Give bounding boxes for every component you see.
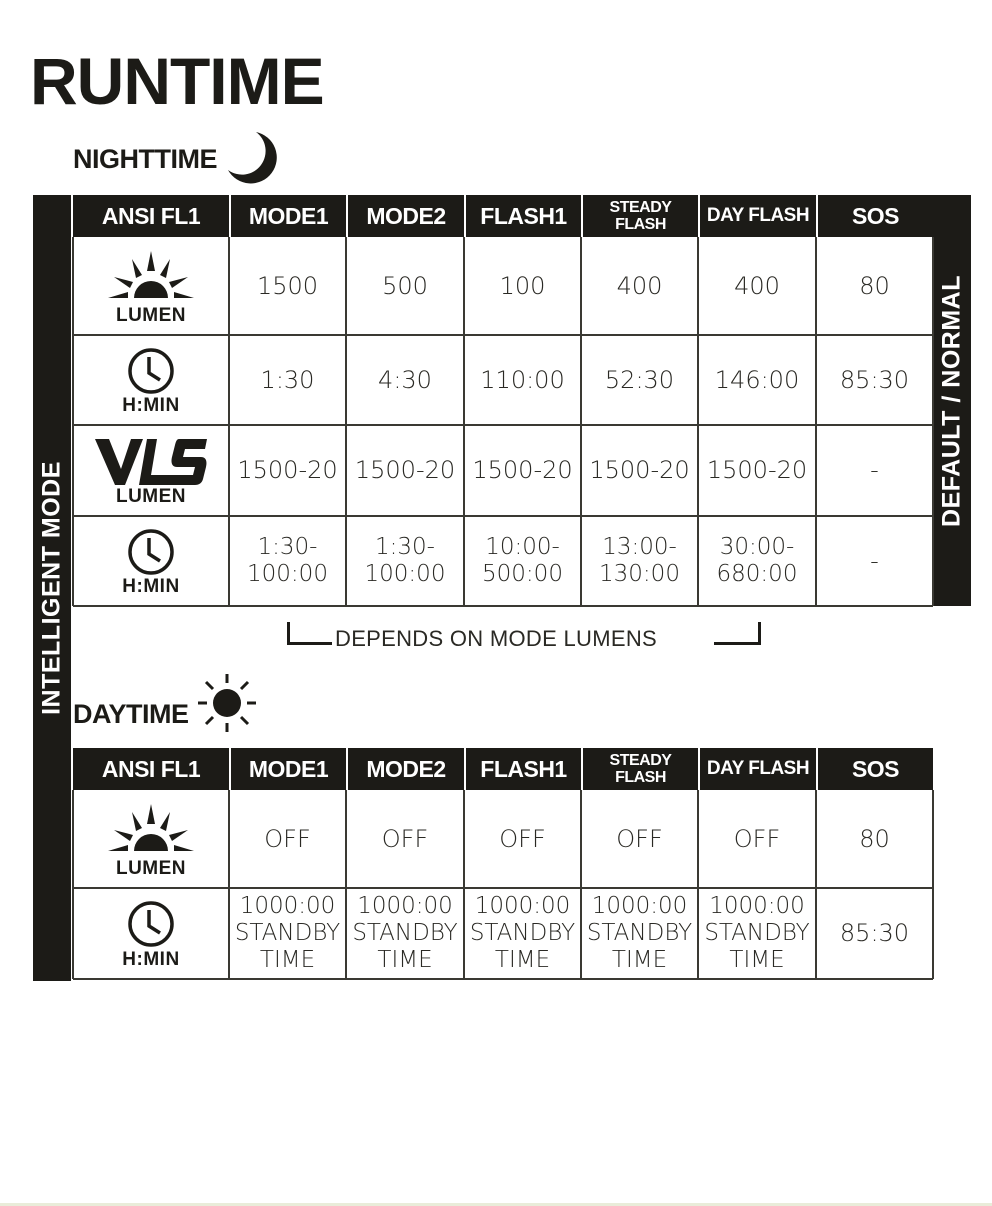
grid-line: [580, 790, 582, 979]
night-header-steady-flash: STEADY FLASH: [583, 195, 698, 237]
clock-icon: [127, 528, 175, 576]
intelligent-mode-bar: [33, 195, 71, 981]
night-header-sos: SOS: [818, 195, 933, 237]
night-cell: 1:30: [260, 365, 315, 394]
day-row-label-text: LUMEN: [115, 858, 187, 879]
nighttime-label: NIGHTTIME: [73, 144, 217, 174]
bracket-right: [714, 622, 761, 645]
daytime-label: DAYTIME: [73, 699, 189, 729]
day-cell: OFF: [264, 824, 311, 853]
night-header-mode2: MODE2: [348, 195, 464, 237]
moon-icon: [226, 130, 278, 184]
day-cell: OFF: [499, 824, 546, 853]
grid-line: [73, 334, 933, 336]
day-header-sos: SOS: [818, 748, 933, 790]
day-cell: 80: [859, 824, 890, 853]
day-header-mode1: MODE1: [231, 748, 346, 790]
night-header-ansi-fl1: ANSI FL1: [73, 195, 229, 237]
night-cell: 52:30: [604, 365, 675, 394]
day-cell: 1000:00 STANDBY TIME: [704, 893, 810, 973]
day-cell: 1000:00 STANDBY TIME: [586, 893, 693, 973]
night-cell: -: [870, 546, 879, 575]
clock-icon: [127, 347, 175, 395]
grid-line: [580, 237, 582, 606]
night-cell: 1500-20: [472, 456, 573, 484]
night-cell: 146:00: [714, 365, 800, 394]
grid-line: [72, 237, 74, 606]
night-row-label-vls: [73, 425, 229, 516]
night-cell: 1500: [256, 271, 319, 300]
night-cell: 4:30: [378, 365, 432, 394]
night-cell: 1:30- 100:00: [364, 534, 446, 587]
day-header-ansi-fl1: ANSI FL1: [73, 748, 229, 790]
night-header-mode1: MODE1: [231, 195, 346, 237]
grid-line: [463, 790, 465, 979]
night-row-label-lumen: [73, 237, 229, 335]
grid-line: [228, 237, 230, 606]
day-cell: 1000:00 STANDBY TIME: [234, 893, 341, 973]
day-row-label-lumen: [73, 790, 229, 888]
night-cell: 80: [859, 271, 890, 300]
grid-line: [72, 790, 74, 979]
grid-line: [73, 978, 933, 980]
intelligent-mode-label: INTELLIGENT MODE: [37, 461, 66, 715]
night-cell: 400: [616, 271, 663, 300]
lumen-burst-icon: [108, 251, 194, 303]
night-cell: 30:00- 680:00: [716, 534, 798, 587]
grid-line: [697, 790, 699, 979]
night-cell: -: [870, 456, 879, 484]
day-header-flash1: FLASH1: [466, 748, 581, 790]
day-header-day-flash: DAY FLASH: [700, 748, 816, 790]
night-cell: 110:00: [480, 365, 565, 394]
depends-note: DEPENDS ON MODE LUMENS: [335, 626, 657, 651]
night-cell: 1:30- 100:00: [247, 534, 328, 587]
grid-line: [815, 237, 817, 606]
clock-icon: [127, 900, 175, 948]
night-header-day-flash: DAY FLASH: [700, 195, 816, 237]
grid-line: [697, 237, 699, 606]
default-normal-label: DEFAULT / NORMAL: [937, 274, 966, 527]
night-header-flash1: FLASH1: [466, 195, 581, 237]
night-cell: 400: [734, 271, 780, 300]
grid-line: [73, 605, 933, 607]
sun-icon: [196, 672, 258, 734]
grid-line: [73, 515, 933, 517]
night-row-label-text: LUMEN: [115, 486, 187, 507]
day-cell: OFF: [381, 824, 429, 853]
grid-line: [463, 237, 465, 606]
grid-line: [345, 790, 347, 979]
night-row-label-text: LUMEN: [115, 305, 187, 326]
night-cell: 13:00- 130:00: [599, 534, 680, 587]
night-cell: 10:00- 500:00: [482, 534, 563, 587]
day-cell: 85:30: [839, 919, 910, 947]
lumen-burst-icon: [108, 804, 194, 856]
night-cell: 1500-20: [354, 456, 456, 484]
vls-logo-icon: [95, 439, 207, 485]
grid-line: [73, 424, 933, 426]
grid-line: [815, 790, 817, 979]
day-cell: 1000:00 STANDBY TIME: [352, 893, 458, 973]
day-cell: 1000:00 STANDBY TIME: [469, 893, 576, 973]
night-cell: 1500-20: [237, 456, 338, 484]
night-cell: 100: [499, 271, 546, 300]
night-cell: 85:30: [839, 365, 910, 394]
night-row-label-text: H:MIN: [122, 395, 180, 416]
day-cell: OFF: [733, 824, 781, 853]
day-row-label-text: H:MIN: [122, 949, 180, 970]
grid-line: [932, 237, 934, 606]
night-cell: 1500-20: [589, 456, 690, 484]
night-row-label-clock: [73, 516, 229, 606]
night-row-label-text: H:MIN: [122, 576, 180, 597]
day-row-label-clock: [73, 888, 229, 979]
night-cell: 1500-20: [706, 456, 808, 484]
page-title: RUNTIME: [30, 44, 324, 118]
night-row-label-clock: [73, 335, 229, 425]
day-header-mode2: MODE2: [348, 748, 464, 790]
night-cell: 500: [382, 271, 428, 300]
grid-line: [345, 237, 347, 606]
default-normal-bar: [933, 195, 971, 606]
grid-line: [228, 790, 230, 979]
grid-line: [932, 790, 934, 979]
day-header-steady-flash: STEADY FLASH: [583, 748, 698, 790]
day-cell: OFF: [616, 824, 663, 853]
grid-line: [73, 887, 933, 889]
